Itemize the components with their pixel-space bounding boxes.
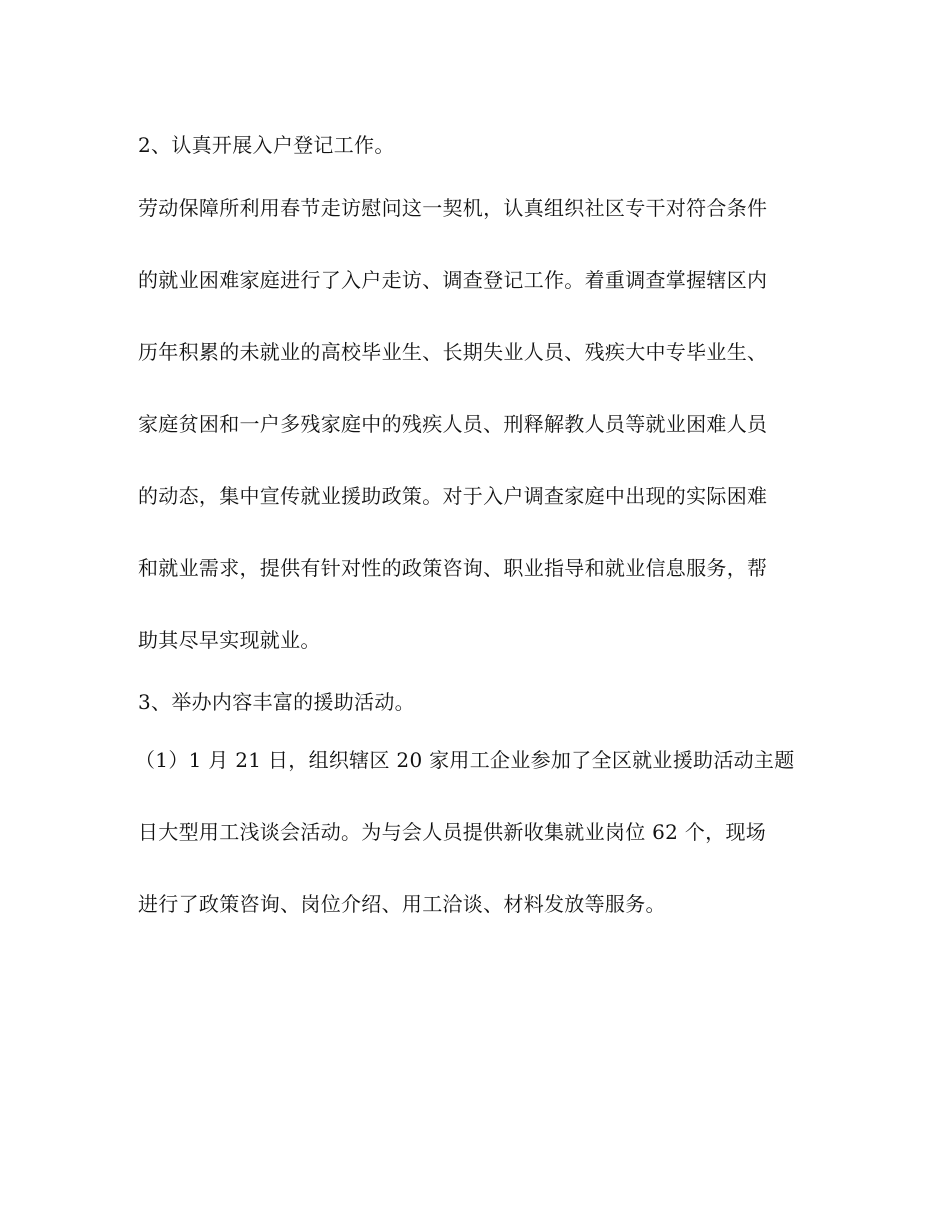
paragraph-line: 日大型用工浅谈会活动。为与会人员提供新收集就业岗位 62 个，现场 [138,820,767,844]
paragraph-line: 助其尽早实现就业。 [138,628,321,652]
paragraph-line: 和就业需求，提供有针对性的政策咨询、职业指导和就业信息服务，帮 [138,556,768,580]
paragraph-line: 的动态，集中宣传就业援助政策。对于入户调查家庭中出现的实际困难 [138,484,768,508]
section-heading-2: 2、认真开展入户登记工作。 [138,133,395,157]
paragraph-line: 家庭贫困和一户多残家庭中的残疾人员、刑释解教人员等就业困难人员 [138,412,768,436]
paragraph-line: 历年积累的未就业的高校毕业生、长期失业人员、残疾大中专毕业生、 [138,340,768,364]
paragraph-line: 劳动保障所利用春节走访慰问这一契机，认真组织社区专干对符合条件 [138,196,768,220]
paragraph-line: 的就业困难家庭进行了入户走访、调查登记工作。着重调查掌握辖区内 [138,268,768,292]
paragraph-line: 进行了政策咨询、岗位介绍、用工洽谈、材料发放等服务。 [138,892,666,916]
section-heading-3: 3、举办内容丰富的援助活动。 [138,690,415,714]
paragraph-line: （1）1 月 21 日，组织辖区 20 家用工企业参加了全区就业援助活动主题 [135,748,795,772]
